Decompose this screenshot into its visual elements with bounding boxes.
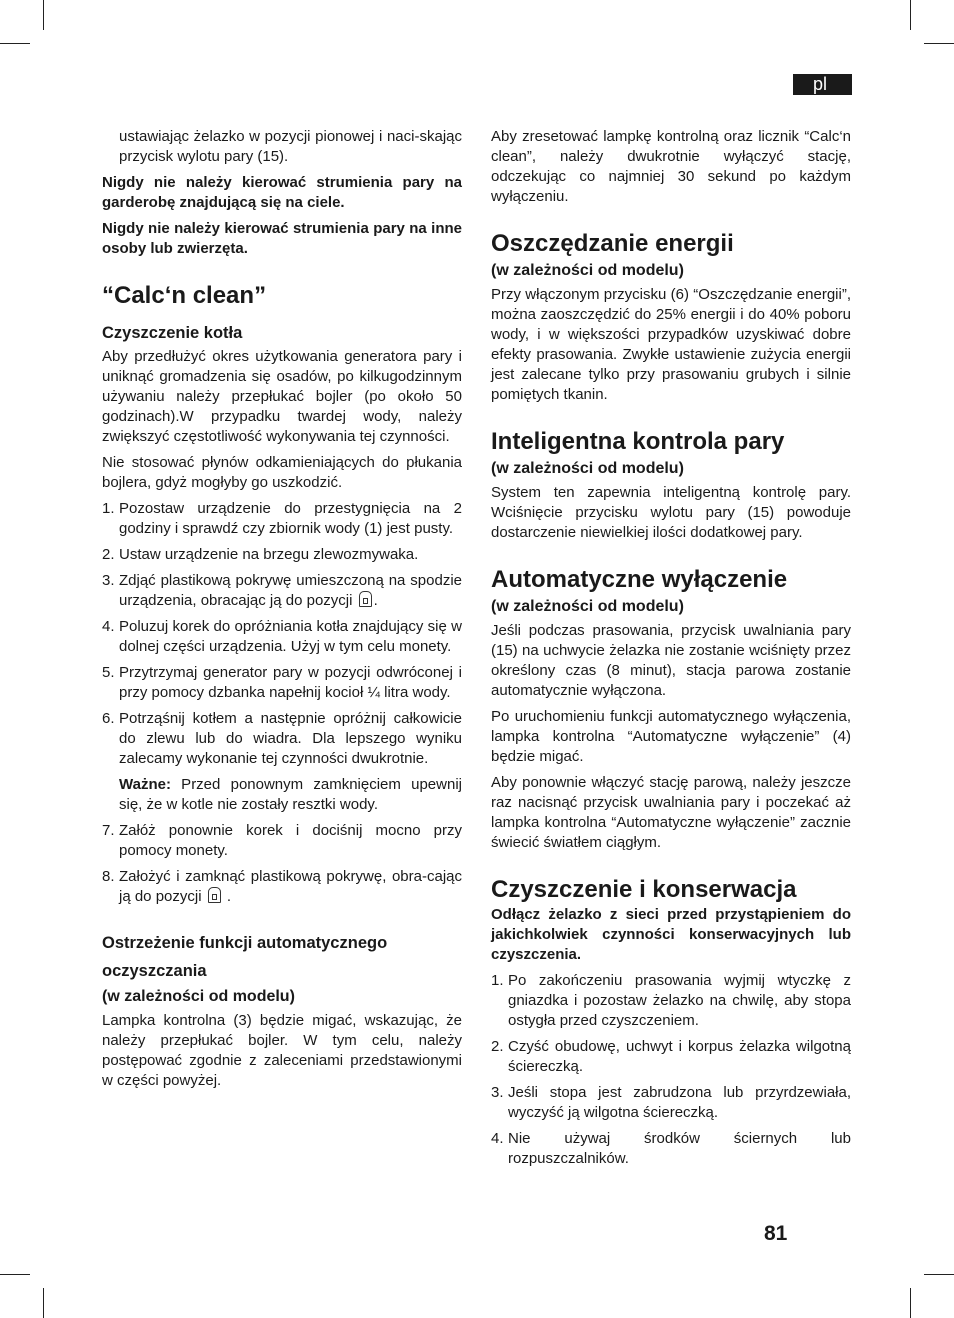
page-number: 81 [764,1222,788,1245]
lock-icon [208,887,221,903]
lock-icon [359,591,372,607]
list-item: 8. Założyć i zamknąć plastikową pokrywę, obra-cając ją do pozycji . [102,868,462,905]
auto-off-paragraph-2: Po uruchomieniu funkcji automatycznego wyłączenia, lampka kontrolna “Automatyczne wyłączenie” (4) będzie migać. [491,708,851,765]
crop-mark [43,1288,44,1318]
boiler-paragraph-2: Nie stosować płynów odkamieniających do płukania bojlera, gdyż mogłyby go uszkodzić. [102,454,462,491]
auto-off-paragraph-1: Jeśli podczas prasowania, przycisk uwalniania pary (15) na uchwycie żelazka nie zostanie wciśnięty przez określony czas (8 minut), stacja parowa zostanie automatycznie wyłączona. [491,622,851,699]
section-title-steam: Inteligentna kontrola pary [491,428,785,455]
cleaning-steps [491,971,851,1169]
auto-off-subheading: (w zależności od modelu) [491,598,684,615]
list-item: 1. Po zakończeniu prasowania wyjmij wtyczkę z gniazdka i pozostaw żelazko na chwilę, aby stopa ostygła przed czyszczeniem. [491,972,851,1029]
list-item: 3. Zdjąć plastikową pokrywę umieszczoną na spodzie urządzenia, obracając ją do pozycji . [102,572,462,609]
auto-clean-heading-2: oczyszczania [102,962,207,980]
boiler-steps [102,499,462,769]
boiler-steps-continued [102,821,462,907]
section-title-energy: Oszczędzanie energii [491,230,734,257]
reset-paragraph: Aby zresetować lampkę kontrolną oraz licznik “Calc‘n clean”, należy dwukrotnie wyłączyć stację, odczekując co najmniej 30 sekund po każdym wyłączeniu. [491,128,851,205]
auto-clean-paragraph: Lampka kontrolna (3) będzie migać, wskazując, że należy przepłukać bojler. W tym celu, należy postępować zgodnie z zaleceniami przedstawionymi w części powyżej. [102,1012,462,1089]
language-tab: pl [793,74,852,95]
left-column [102,127,462,1097]
auto-off-paragraph-3: Aby ponownie włączyć stację parową, należy jeszcze raz nacisnąć przycisk uwalniania pary i poczekać aż lampka kontrolna “Automatyczne wyłączenie” zacznie świecić światłem ciągłym. [491,774,851,851]
intro-continued: ustawiając żelazko w pozycji pionowej i naci-skając przycisk wylotu pary (15). [119,128,462,165]
list-item: 5. Przytrzymaj generator pary w pozycji odwróconej i przy pomocy dzbanka napełnij kocioł ¼ litra wody. [102,664,462,701]
crop-mark [0,43,30,44]
right-column [491,127,851,1175]
list-item: 2. Ustaw urządzenie na brzegu zlewozmywaka. [102,546,419,563]
cleaning-warning: Odłącz żelazko z sieci przed przystąpieniem do jakichkolwiek czynności konserwacyjnych lub czyszczenia. [491,906,851,963]
warning-garments: Nigdy nie należy kierować strumienia pary na garderobę znajdującą się na ciele. [102,174,462,211]
boiler-heading: Czyszczenie kotła [102,324,243,342]
section-title-calc-clean: “Calc‘n clean” [102,282,267,309]
crop-mark [910,0,911,30]
energy-subheading: (w zależności od modelu) [491,262,684,279]
list-item: 7. Załóż ponownie korek i dociśnij mocno przy pomocy monety. [102,822,462,859]
crop-mark [0,1274,30,1275]
list-item: 3. Jeśli stopa jest zabrudzona lub przyrdzewiała, wyczyść ją wilgotna ściereczką. [491,1084,851,1121]
energy-paragraph: Przy włączonym przycisku (6) “Oszczędzanie energii”, można zaoszczędzić do 25% energii i do 40% poboru wody, i w większości przypadków uzyskiwać dobre efekty prasowania. Zwykłe ustawienie zużycia energii jest zalecane tylko przy prasowaniu grubych i silnie pomiętych tkanin. [491,286,851,403]
list-item: 6. Potrząśnij kotłem a następnie opróżnij całkowicie do zlewu lub do wiadra. Dla lepszego wyniku zalecamy wykonanie tej czynności dwukrotnie. [102,710,462,767]
steam-paragraph: System ten zapewnia inteligentną kontrolę pary. Wciśnięcie przycisku wylotu pary (15) powoduje dostarczenie niewielkiej ilości dodatkowej pary. [491,484,851,541]
warning-people: Nigdy nie należy kierować strumienia pary na inne osoby lub zwierzęta. [102,220,462,257]
crop-mark [924,43,954,44]
section-title-auto-off: Automatyczne wyłączenie [491,566,788,593]
auto-clean-heading: Ostrzeżenie funkcji automatycznego [102,934,388,952]
list-item: 4. Nie używaj środków ściernych lub rozpuszczalników. [491,1130,851,1167]
crop-mark [43,0,44,30]
auto-clean-subheading: (w zależności od modelu) [102,988,295,1005]
crop-mark [910,1288,911,1318]
list-item: 4. Poluzuj korek do opróżniania kotła znajdujący się w dolnej części urządzenia. Użyj w tym celu monety. [102,618,462,655]
boiler-paragraph: Aby przedłużyć okres użytkowania generatora pary i uniknąć gromadzenia się osadów, po kilkugodzinnym używaniu należy przepłukać bojler (po około 50 godzinach).W przypadku twardej wody, należy zwiększyć częstotliwość wykonywania tej czynności. [102,348,462,445]
list-item: 2. Czyść obudowę, uchwyt i korpus żelazka wilgotną ściereczką. [491,1038,851,1075]
steam-subheading: (w zależności od modelu) [491,460,684,477]
section-title-cleaning: Czyszczenie i konserwacja [491,876,797,903]
important-note: Ważne: Przed ponownym zamknięciem upewnij się, że w kotle nie zostały resztki wody. [119,776,462,813]
list-item: 1. Pozostaw urządzenie do przestygnięcia na 2 godziny i sprawdź czy zbiornik wody (1) jest pusty. [102,500,462,537]
crop-mark [924,1274,954,1275]
